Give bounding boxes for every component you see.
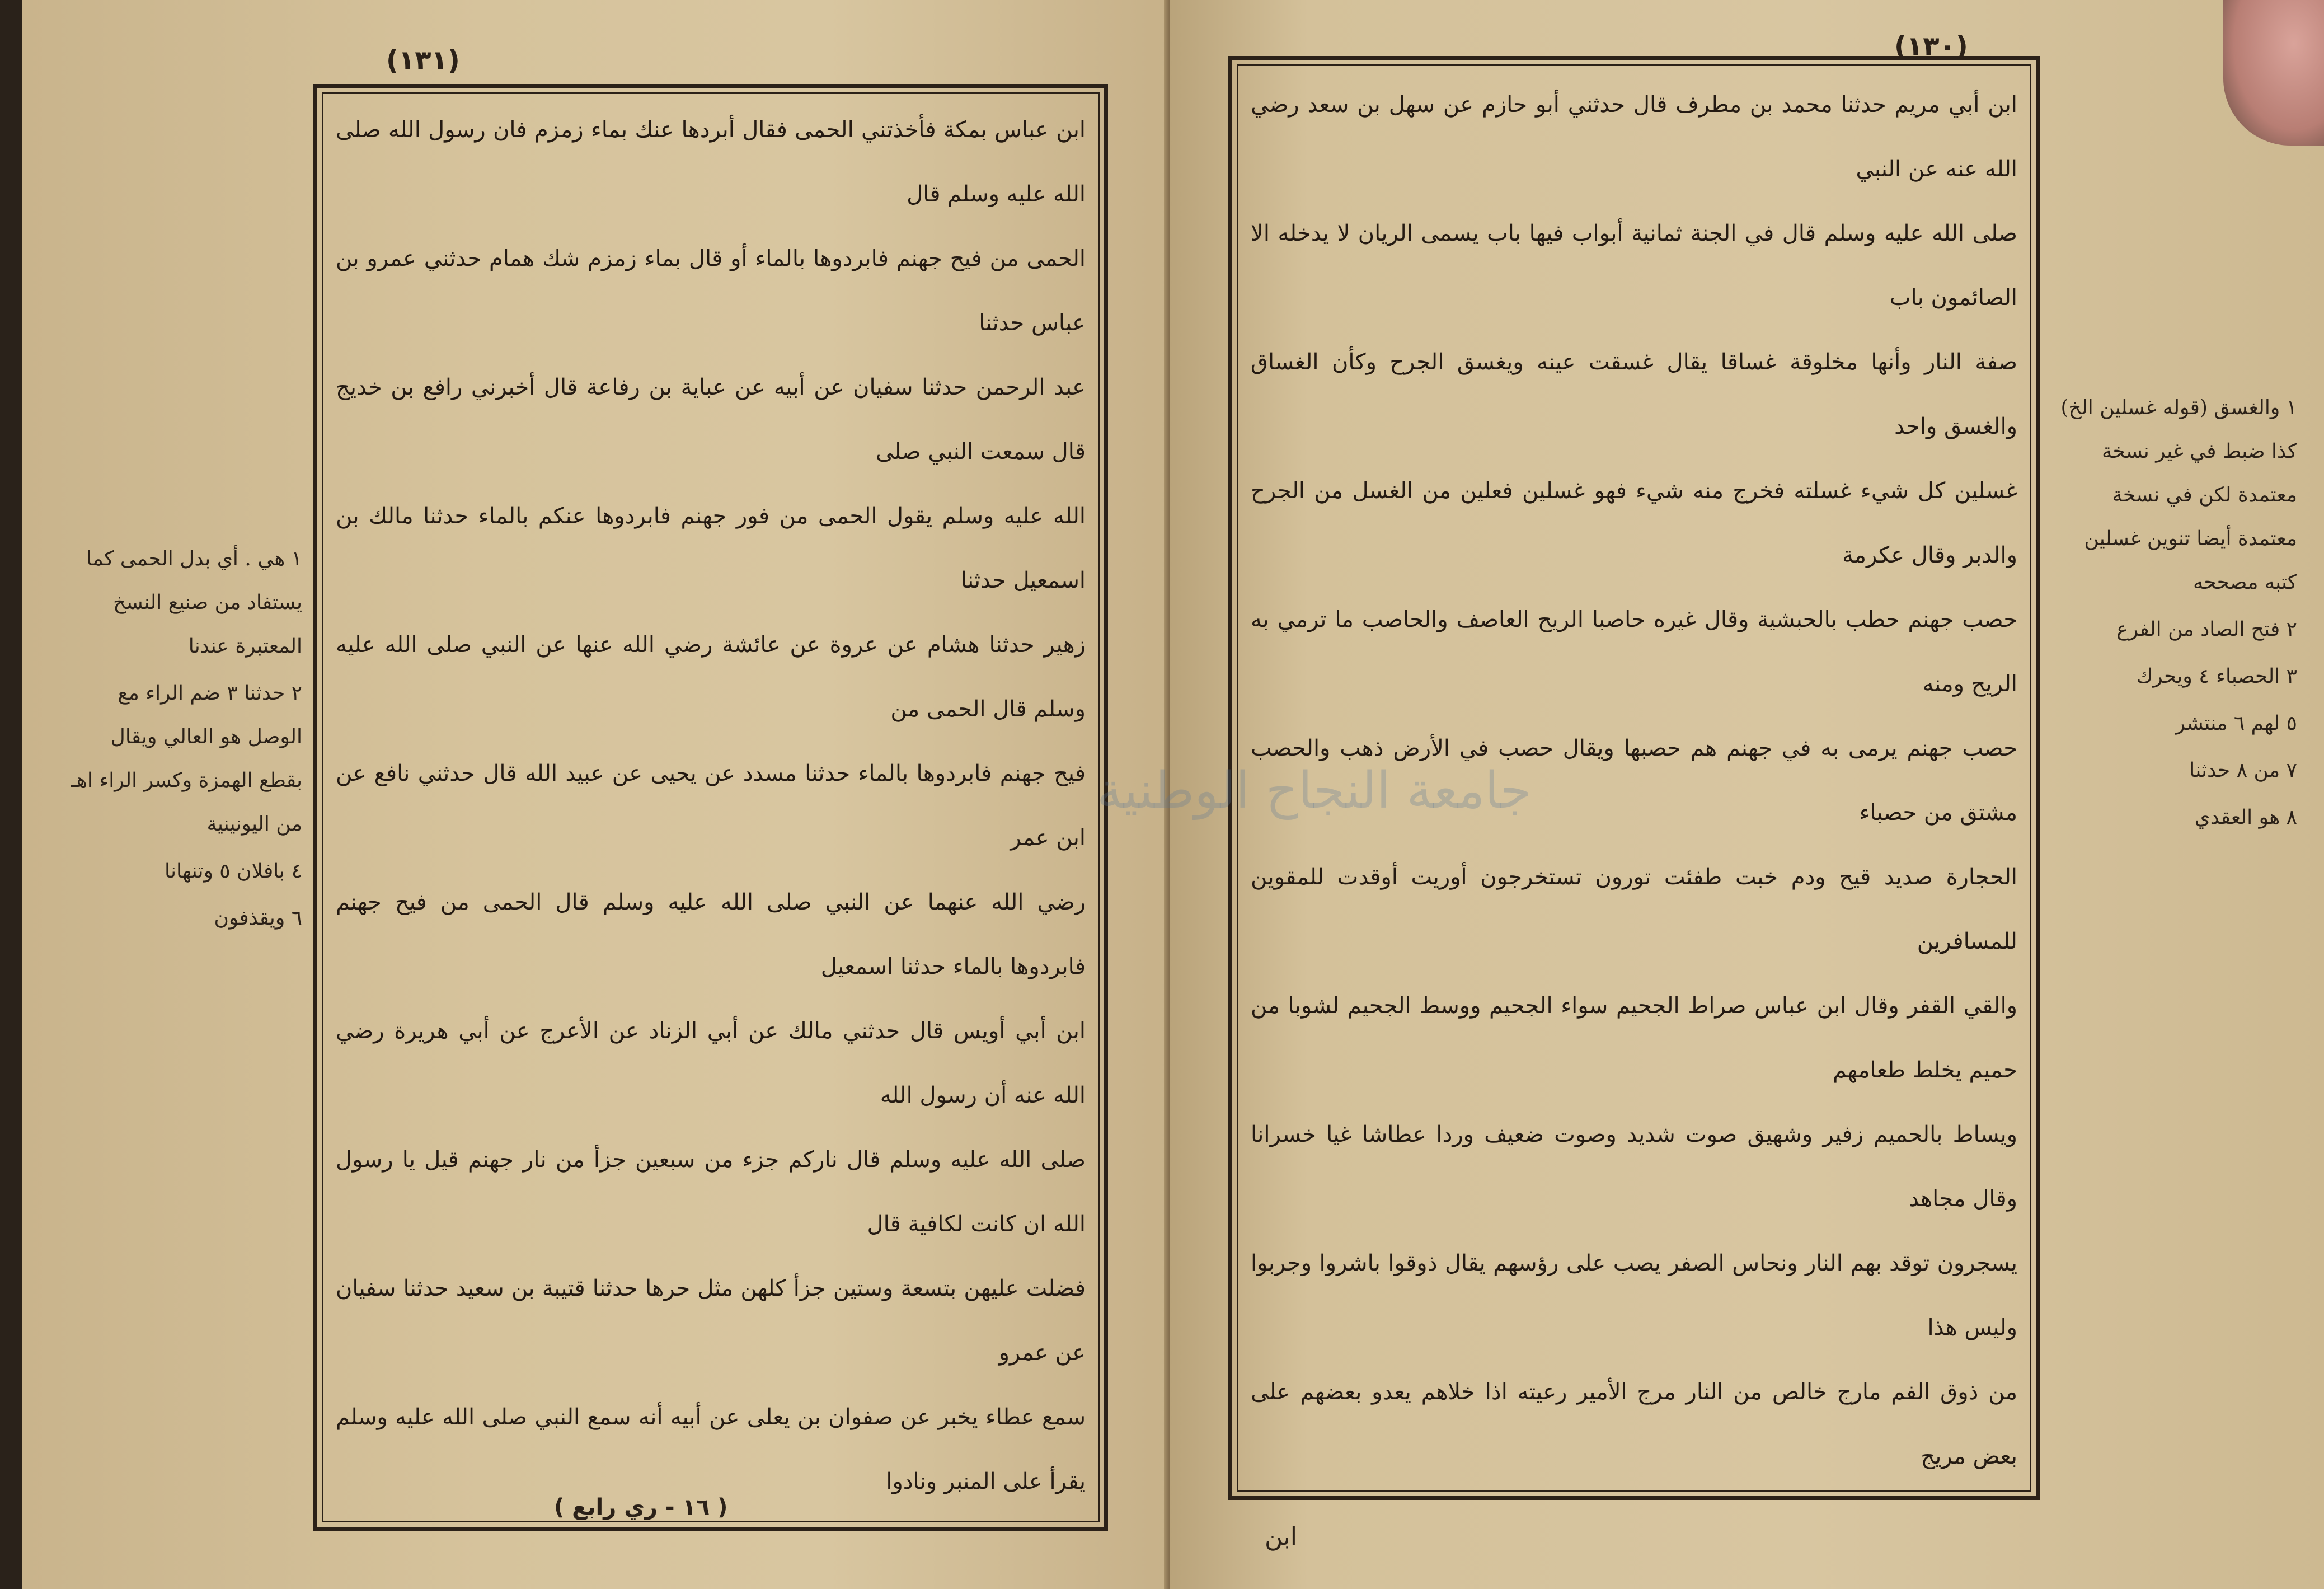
margin-note: ٢ فتح الصاد من الفرع: [2116, 618, 2297, 641]
margin-note: ٥ لهم ٦ منتشر: [2175, 712, 2297, 735]
text-line: الله عليه وسلم يقول الحمى من فور جهنم فابردوها عنكم بالماء حدثنا مالك بن اسمعيل حدثنا: [336, 503, 1086, 593]
margin-note: ١ والغسق (قوله غسلين الخ) كذا ضبط في غير نسخة معتمدة لكن في نسخة معتمدة أيضا تنوين غسلين كتبه مصححه: [2060, 396, 2297, 594]
margin-note: ٣ الحصباء ٤ ويحرك: [2136, 665, 2297, 688]
text-line: والقي القفر وقال ابن عباس صراط الجحيم سواء الجحيم ووسط الجحيم لشوبا من حميم يخلط طعامهم: [1251, 993, 2017, 1083]
text-line: رضي الله عنهما عن النبي صلى الله عليه وسلم قال الحمى من فيح جهنم فابردوها بالماء حدثنا اسمعيل: [336, 889, 1086, 979]
text-line: فضلت عليهن بتسعة وستين جزأ كلهن مثل حرها حدثنا قتيبة بن سعيد حدثنا سفيان عن عمرو: [336, 1276, 1086, 1366]
right-page-number: (١٣٠): [1894, 31, 1968, 62]
margin-note: ٦ ويقذفون: [214, 907, 302, 930]
left-margin-notes: [67, 537, 302, 944]
text-line: زهير حدثنا هشام عن عروة عن عائشة رضي الله عنها عن النبي صلى الله عليه وسلم قال الحمى من: [336, 632, 1086, 722]
text-line: ابن أبي أويس قال حدثني مالك عن أبي الزناد عن الأعرج عن أبي هريرة رضي الله عنه أن رسول الله: [336, 1018, 1086, 1108]
text-line: الحمى من فيح جهنم فابردوها بالماء أو قال بماء زمزم شك همام حدثني عمرو بن عباس حدثنا: [336, 246, 1086, 336]
margin-note: ٧ من ٨ حدثنا: [2189, 759, 2297, 782]
right-margin-notes: [2051, 386, 2297, 843]
printer-signature: ( ١٦ - ري رابع ): [554, 1494, 728, 1520]
text-line: صفة النار وأنها مخلوقة غساقا يقال غسقت عينه ويغسق الجرح وكأن الغساق والغسق واحد: [1251, 349, 2017, 439]
margin-note: ٢ حدثنا ٣ ضم الراء مع الوصل هو العالي ويقال بقطع الهمزة وكسر الراء اهـ من اليونينية: [71, 682, 302, 836]
text-line: حصب جهنم حطب بالحبشية وقال غيره حاصبا الريح العاصف والحاصب ما ترمي به الريح ومنه: [1251, 607, 2017, 697]
text-line: عبد الرحمن حدثنا سفيان عن أبيه عن عباية بن رفاعة قال أخبرني رافع بن خديج قال سمعت النبي صلى: [336, 374, 1086, 465]
margin-note: ٤ بافلان ٥ وتنهانا: [165, 860, 302, 883]
text-line: حصب جهنم يرمى به في جهنم هم حصبها ويقال حصب في الأرض ذهب والحصب مشتق من حصباء: [1251, 735, 2017, 826]
catchword: ابن: [1265, 1522, 1297, 1551]
text-line: سمع عطاء يخبر عن صفوان بن يعلى عن أبيه أنه سمع النبي صلى الله عليه وسلم يقرأ على المنبر ونادوا: [336, 1404, 1086, 1494]
text-line: الحجارة صديد قيح ودم خبت طفئت تورون تستخرجون أوريت أوقدت للمقوين للمسافرين: [1251, 864, 2017, 954]
text-line: صلى الله عليه وسلم قال في الجنة ثمانية أبواب فيها باب يسمى الريان لا يدخله الا الصائمون باب: [1251, 221, 2017, 311]
text-line: يسجرون توقد بهم النار ونحاس الصفر يصب على رؤسهم يقال ذوقوا باشروا وجربوا وليس هذا: [1251, 1250, 2017, 1340]
text-line: ويساط بالحميم زفير وشهيق صوت شديد وصوت ضعيف وردا عطاشا غيا خسرانا وقال مجاهد: [1251, 1122, 2017, 1212]
text-line: ابن أبي مريم حدثنا محمد بن مطرف قال حدثني أبو حازم عن سهل بن سعد رضي الله عنه عن النبي: [1251, 92, 2017, 182]
text-line: ابن عباس بمكة فأخذتني الحمى فقال أبردها عنك بماء زمزم فان رسول الله صلى الله عليه وسلم قال: [336, 117, 1086, 207]
left-page-text: [336, 98, 1086, 1497]
library-watermark: جامعة النجاح الوطنية: [1097, 761, 1532, 820]
text-line: غسلين كل شيء غسلته فخرج منه شيء فهو غسلين فعلين من الغسل من الجرح والدبر وقال عكرمة: [1251, 478, 2017, 568]
left-page-number: (١٣١): [386, 45, 460, 76]
text-line: من ذوق الفم مارج خالص من النار مرج الأمير رعيته اذا خلاهم يعدو بعضهم على بعض مريج: [1251, 1379, 2017, 1469]
text-line: صلى الله عليه وسلم قال ناركم جزء من سبعين جزأ من نار جهنم قيل يا رسول الله ان كانت لكافية قال: [336, 1147, 1086, 1237]
margin-note: ١ هي . أي بدل الحمى كما يستفاد من صنيع النسخ المعتبرة عندنا: [86, 547, 302, 658]
text-line: فيح جهنم فابردوها بالماء حدثنا مسدد عن يحيى عن عبيد الله قال حدثني نافع عن ابن عمر: [336, 761, 1086, 851]
margin-note: ٨ هو العقدي: [2194, 806, 2297, 829]
